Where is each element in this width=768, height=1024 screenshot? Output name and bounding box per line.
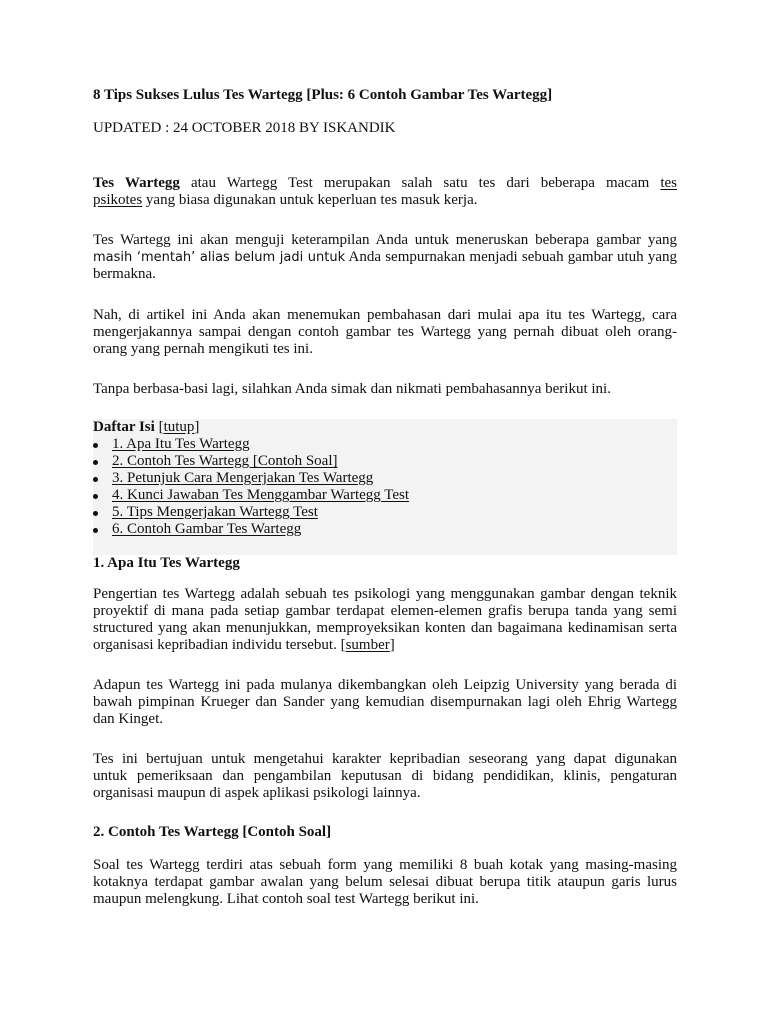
toc-item <box>93 521 409 538</box>
toc-item <box>93 487 409 504</box>
s1p1-line1: Pengertian tes Wartegg adalah sebuah tes psikologi yang menggunakan gambar dengan teknik <box>93 586 677 602</box>
bullet-icon <box>93 528 98 533</box>
toc-link-4[interactable]: 4. Kunci Jawaban Tes Menggambar Wartegg Test <box>112 487 410 503</box>
toc-toggle-link[interactable]: tutup <box>163 419 195 435</box>
toc-link-6[interactable]: 6. Contoh Gambar Tes Wartegg <box>112 521 302 537</box>
s1p1-line2: proyektif di mana pada setiap gambar terdapat elemen-elemen grafis berupa tanda yang semi <box>93 603 677 619</box>
s1p2-line2: bawah pimpinan Krueger dan Sander yang kemudian disempurnakan lagi oleh Ehrig Wartegg <box>93 694 677 710</box>
s1p3-line2: untuk pemeriksaan dan pengambilan keputusan di bidang pendidikan, klinis, pengaturan <box>93 768 677 784</box>
toc-toggle-open: [ <box>158 419 164 435</box>
toc-heading: Daftar Isi <box>93 419 155 435</box>
toc-link-1[interactable]: 1. Apa Itu Tes Wartegg <box>112 436 250 452</box>
toc-link-3[interactable]: 3. Petunjuk Cara Mengerjakan Tes Wartegg <box>112 470 374 486</box>
p3-line3: orang yang pernah mengikuti tes ini. <box>93 341 313 357</box>
tes-psikotes-link-cont[interactable]: psikotes <box>93 192 143 208</box>
p2-line2-sans: masih ‘mentah’ alias belum jadi untuk <box>93 250 346 265</box>
bullet-icon <box>93 494 98 499</box>
intro-text: atau Wartegg Test merupakan salah satu tes dari beberapa macam <box>190 175 650 191</box>
paragraph-3 <box>93 307 677 358</box>
p3-line2: mengerjakannya sampai dengan contoh gambar tes Wartegg yang pernah dibuat oleh orang- <box>93 324 677 340</box>
p2-line1: Tes Wartegg ini akan menguji keterampilan Anda untuk meneruskan beberapa gambar yang <box>93 232 677 248</box>
toc-item <box>93 453 409 470</box>
paragraph-2 <box>93 232 677 283</box>
s2p1-line3: maupun melengkung. Lihat contoh soal test Wartegg berikut ini. <box>93 891 479 907</box>
table-of-contents <box>93 419 677 555</box>
p2-line2-rest: Anda sempurnakan menjadi sebuah gambar utuh yang <box>348 249 677 265</box>
section-1-paragraph-1 <box>93 586 677 654</box>
bullet-icon <box>93 477 98 482</box>
section-1-paragraph-3 <box>93 751 677 802</box>
source-open: [ <box>340 637 346 653</box>
s1p1-line4: organisasi kepribadian individu tersebut. <box>93 637 337 653</box>
bullet-icon <box>93 460 98 465</box>
section-1-heading: 1. Apa Itu Tes Wartegg <box>93 555 240 571</box>
intro-text-end: yang biasa digunakan untuk keperluan tes masuk kerja. <box>145 192 478 208</box>
toc-toggle-close: ] <box>194 419 200 435</box>
section-2-paragraph-1 <box>93 857 677 908</box>
p2-line3: bermakna. <box>93 266 156 282</box>
toc-item <box>93 504 409 521</box>
s2p1-line2: kotaknya terdapat gambar awalan yang belum selesai dibuat berupa titik ataupun garis lurus <box>93 874 677 890</box>
s1p2-line1: Adapun tes Wartegg ini pada mulanya dikembangkan oleh Leipzig University yang berada di <box>93 677 677 693</box>
intro-bold: Tes Wartegg <box>93 175 180 191</box>
s1p1-line3: structured yang akan menunjukkan, memproyeksikan konten dan bagaimana kedinamisan serta <box>93 620 677 636</box>
bullet-icon <box>93 443 98 448</box>
section-1-paragraph-2 <box>93 677 677 728</box>
intro-paragraph <box>93 175 677 209</box>
s1p3-line3: organisasi maupun di aspek aplikasi psikologi lainnya. <box>93 785 421 801</box>
toc-list <box>93 436 409 538</box>
toc-item <box>93 436 409 453</box>
toc-link-5[interactable]: 5. Tips Mengerjakan Wartegg Test <box>112 504 318 520</box>
toc-link-2[interactable]: 2. Contoh Tes Wartegg [Contoh Soal] <box>112 453 338 469</box>
source-link[interactable]: sumber <box>345 637 390 653</box>
s2p1-line1: Soal tes Wartegg terdiri atas sebuah form yang memiliki 8 buah kotak yang masing-masing <box>93 857 677 873</box>
section-2-heading: 2. Contoh Tes Wartegg [Contoh Soal] <box>93 824 332 840</box>
p3-line1: Nah, di artikel ini Anda akan menemukan pembahasan dari mulai apa itu tes Wartegg, cara <box>93 307 677 323</box>
paragraph-4: Tanpa berbasa-basi lagi, silahkan Anda simak dan nikmati pembahasannya berikut ini. <box>93 381 611 397</box>
bullet-icon <box>93 511 98 516</box>
article-title: 8 Tips Sukses Lulus Tes Wartegg [Plus: 6 Contoh Gambar Tes Wartegg] <box>93 87 553 103</box>
updated-line: UPDATED : 24 OCTOBER 2018 BY ISKANDIK <box>93 120 396 136</box>
toc-item <box>93 470 409 487</box>
toc-header <box>93 419 199 436</box>
source-close: ] <box>389 637 395 653</box>
s1p3-line1: Tes ini bertujuan untuk mengetahui karakter kepribadian seseorang yang dapat digunakan <box>93 751 677 767</box>
tes-psikotes-link[interactable]: tes <box>660 175 678 191</box>
s1p2-line3: dan Kinget. <box>93 711 163 727</box>
